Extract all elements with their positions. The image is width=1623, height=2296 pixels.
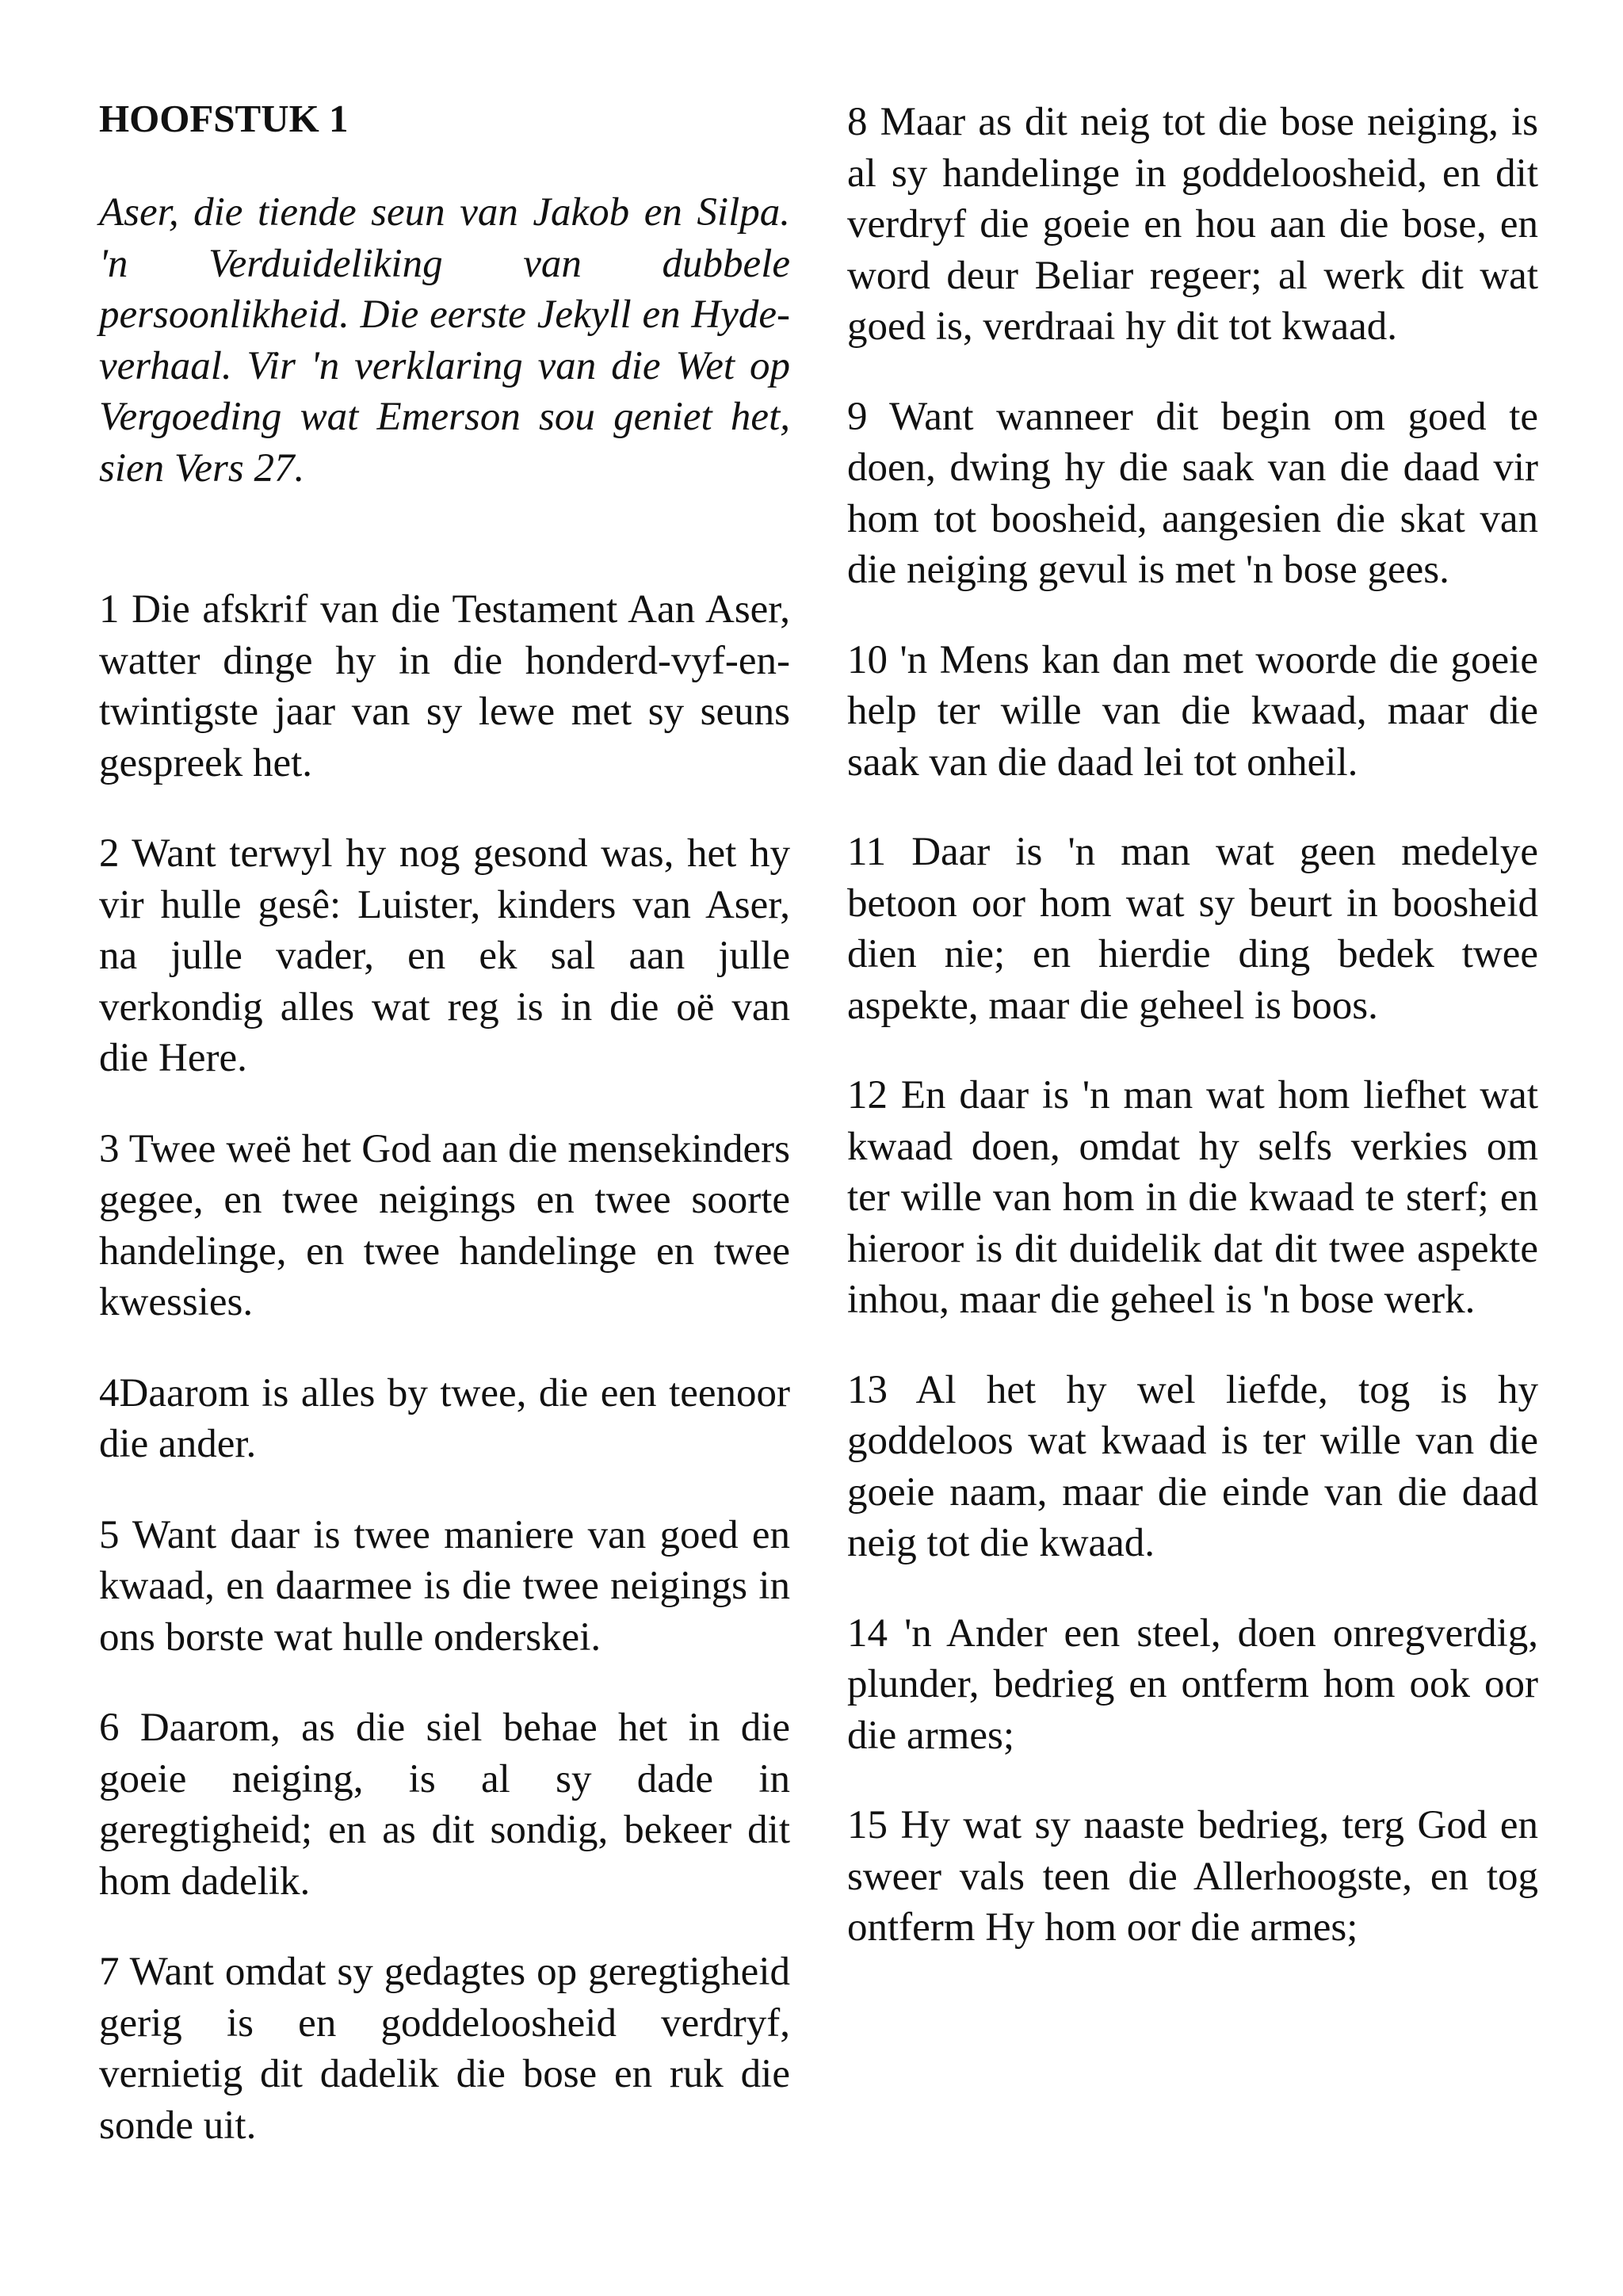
verse-9: 9 Want wanneer dit begin om goed te doen, dwing hy die saak van die daad vir hom tot boosheid, aangesien die skat van die neiging gevul is met 'n bose gees. (847, 394, 1538, 592)
verse-15: 15 Hy wat sy naaste bedrieg, terg God en sweer vals teen die Allerhoogste, en tog ontferm Hy hom oor die armes; (847, 1803, 1538, 1950)
verse-6: 6 Daarom, as die siel behae het in die goeie neiging, is al sy dade in geregtigheid; en as dit sondig, bekeer dit hom dadelik. (99, 1706, 790, 1904)
chapter-intro: Aser, die tiende seun van Jakob en Silpa. 'n Verduideliking van dubbele persoonlikheid. Die eerste Jekyll en Hyde-verhaal. Vir 'n verklaring van die Wet op Vergoeding wat Emerson sou geniet het, sien Vers 27. (99, 190, 790, 491)
verse-3: 3 Twee weë het God aan die mensekinders gegee, en twee neigings en twee soorte handelinge, en twee handelinge en twee kwessies. (99, 1126, 790, 1324)
verse-7: 7 Want omdat sy gedagtes op geregtigheid gerig is en goddeloosheid verdryf, vernietig dit dadelik die bose en ruk die sonde uit. (99, 1950, 790, 2148)
verse-10: 10 'n Mens kan dan met woorde die goeie help ter wille van die kwaad, maar die saak van die daad lei tot onheil. (847, 637, 1538, 785)
verse-13: 13 Al het hy wel liefde, tog is hy goddeloos wat kwaad is ter wille van die goeie naam, maar die einde van die daad neig tot die kwaad. (847, 1367, 1538, 1565)
verse-2: 2 Want terwyl hy nog gesond was, het hy vir hulle gesê: Luister, kinders van Aser, na julle vader, en ek sal aan julle verkondig alles wat reg is in die oë van die Here. (99, 831, 790, 1080)
chapter-heading: HOOFSTUK 1 (99, 97, 349, 140)
verse-8: 8 Maar as dit neig tot die bose neiging, is al sy handelinge in goddeloosheid, en dit verdryf die goeie en hou aan die bose, en word deur Beliar regeer; al werk dit wat goed is, verdraai hy dit tot kwaad. (847, 100, 1538, 349)
verse-14: 14 'n Ander een steel, doen onregverdig, plunder, bedrieg en ontferm hom ook oor die armes; (847, 1610, 1538, 1758)
right-column (847, 97, 1538, 1992)
verse-1: 1 Die afskrif van die Testament Aan Aser, watter dinge hy in die honderd-vyf-en-twintigste jaar van sy lewe met sy seuns gespreek het. (99, 587, 790, 785)
verse-5: 5 Want daar is twee maniere van goed en kwaad, en daarmee is die twee neigings in ons borste wat hulle onderskei. (99, 1512, 790, 1660)
verse-11: 11 Daar is 'n man wat geen medelye betoon oor hom wat sy beurt in boosheid dien nie; en hierdie ding bedek twee aspekte, maar die geheel is boos. (847, 830, 1538, 1028)
verse-4: 4Daarom is alles by twee, die een teenoor die ander. (99, 1370, 790, 1466)
left-column (99, 94, 790, 2191)
verse-12: 12 En daar is 'n man wat hom liefhet wat kwaad doen, omdat hy selfs verkies om ter wille van hom in die kwaad te sterf; en hieroor is dit duidelik dat dit twee aspekte inhou, maar die geheel is 'n bose werk. (847, 1073, 1538, 1322)
